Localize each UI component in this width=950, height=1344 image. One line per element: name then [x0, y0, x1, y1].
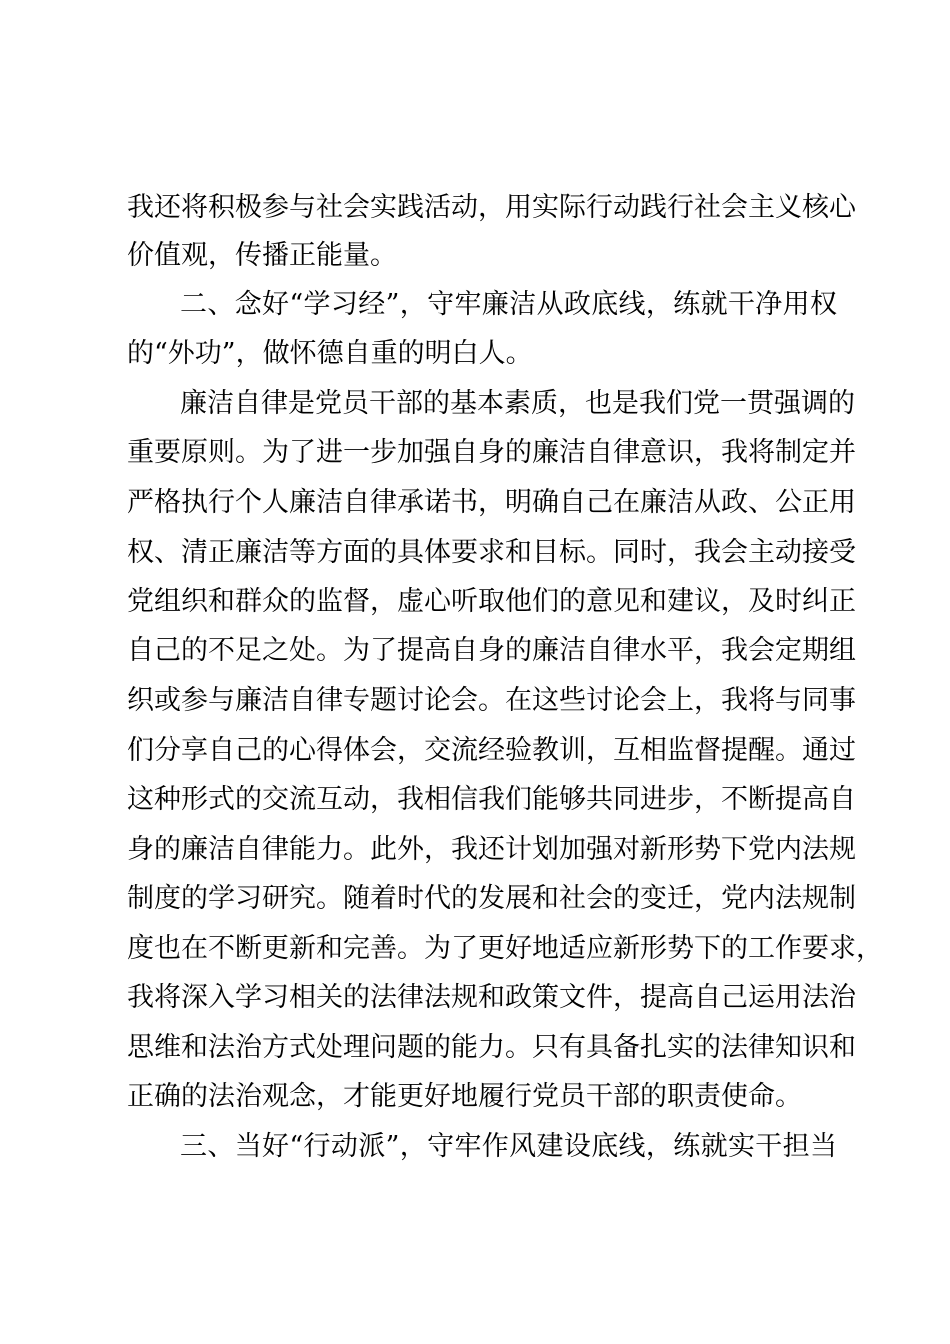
paragraph-main-line-5: 党组织和群众的监督，虚心听取他们的意见和建议，及时纠正: [127, 586, 856, 617]
section-heading-2-line-1: 二、念好“学习经”，守牢廉洁从政底线，练就干净用权: [180, 289, 837, 320]
paragraph-main-line-6: 自己的不足之处。为了提高自身的廉洁自律水平，我会定期组: [127, 635, 856, 666]
paragraph-main-line-8: 们分享自己的心得体会，交流经验教训，互相监督提醒。通过: [127, 735, 856, 766]
paragraph-main-line-10: 身的廉洁自律能力。此外，我还计划加强对新形势下党内法规: [127, 834, 856, 865]
paragraph-main-line-15: 正确的法治观念，才能更好地履行党员干部的职责使命。: [127, 1081, 802, 1112]
paragraph-intro-line-1: 我还将积极参与社会实践活动，用实际行动践行社会主义核心: [127, 192, 856, 223]
paragraph-main-line-13: 我将深入学习相关的法律法规和政策文件，提高自己运用法治: [127, 982, 856, 1013]
paragraph-main-line-14: 思维和法治方式处理问题的能力。只有具备扎实的法律知识和: [127, 1032, 856, 1063]
section-heading-3-line-1: 三、当好“行动派”，守牢作风建设底线，练就实干担当: [180, 1131, 837, 1162]
paragraph-intro-line-2: 价值观，传播正能量。: [127, 240, 397, 271]
paragraph-main-line-9: 这种形式的交流互动，我相信我们能够共同进步，不断提高自: [127, 784, 856, 815]
paragraph-main-line-12: 度也在不断更新和完善。为了更好地适应新形势下的工作要求，: [127, 933, 883, 964]
section-heading-2-line-2: 的“外功”，做怀德自重的明白人。: [127, 338, 533, 369]
paragraph-main-line-4: 权、清正廉洁等方面的具体要求和目标。同时，我会主动接受: [127, 537, 856, 568]
paragraph-main-line-7: 织或参与廉洁自律专题讨论会。在这些讨论会上，我将与同事: [127, 685, 856, 716]
paragraph-main-line-11: 制度的学习研究。随着时代的发展和社会的变迁，党内法规制: [127, 883, 856, 914]
paragraph-main-line-1: 廉洁自律是党员干部的基本素质，也是我们党一贯强调的: [180, 388, 855, 419]
paragraph-main-line-3: 严格执行个人廉洁自律承诺书，明确自己在廉洁从政、公正用: [127, 487, 856, 518]
paragraph-main-line-2: 重要原则。为了进一步加强自身的廉洁自律意识，我将制定并: [127, 437, 856, 468]
